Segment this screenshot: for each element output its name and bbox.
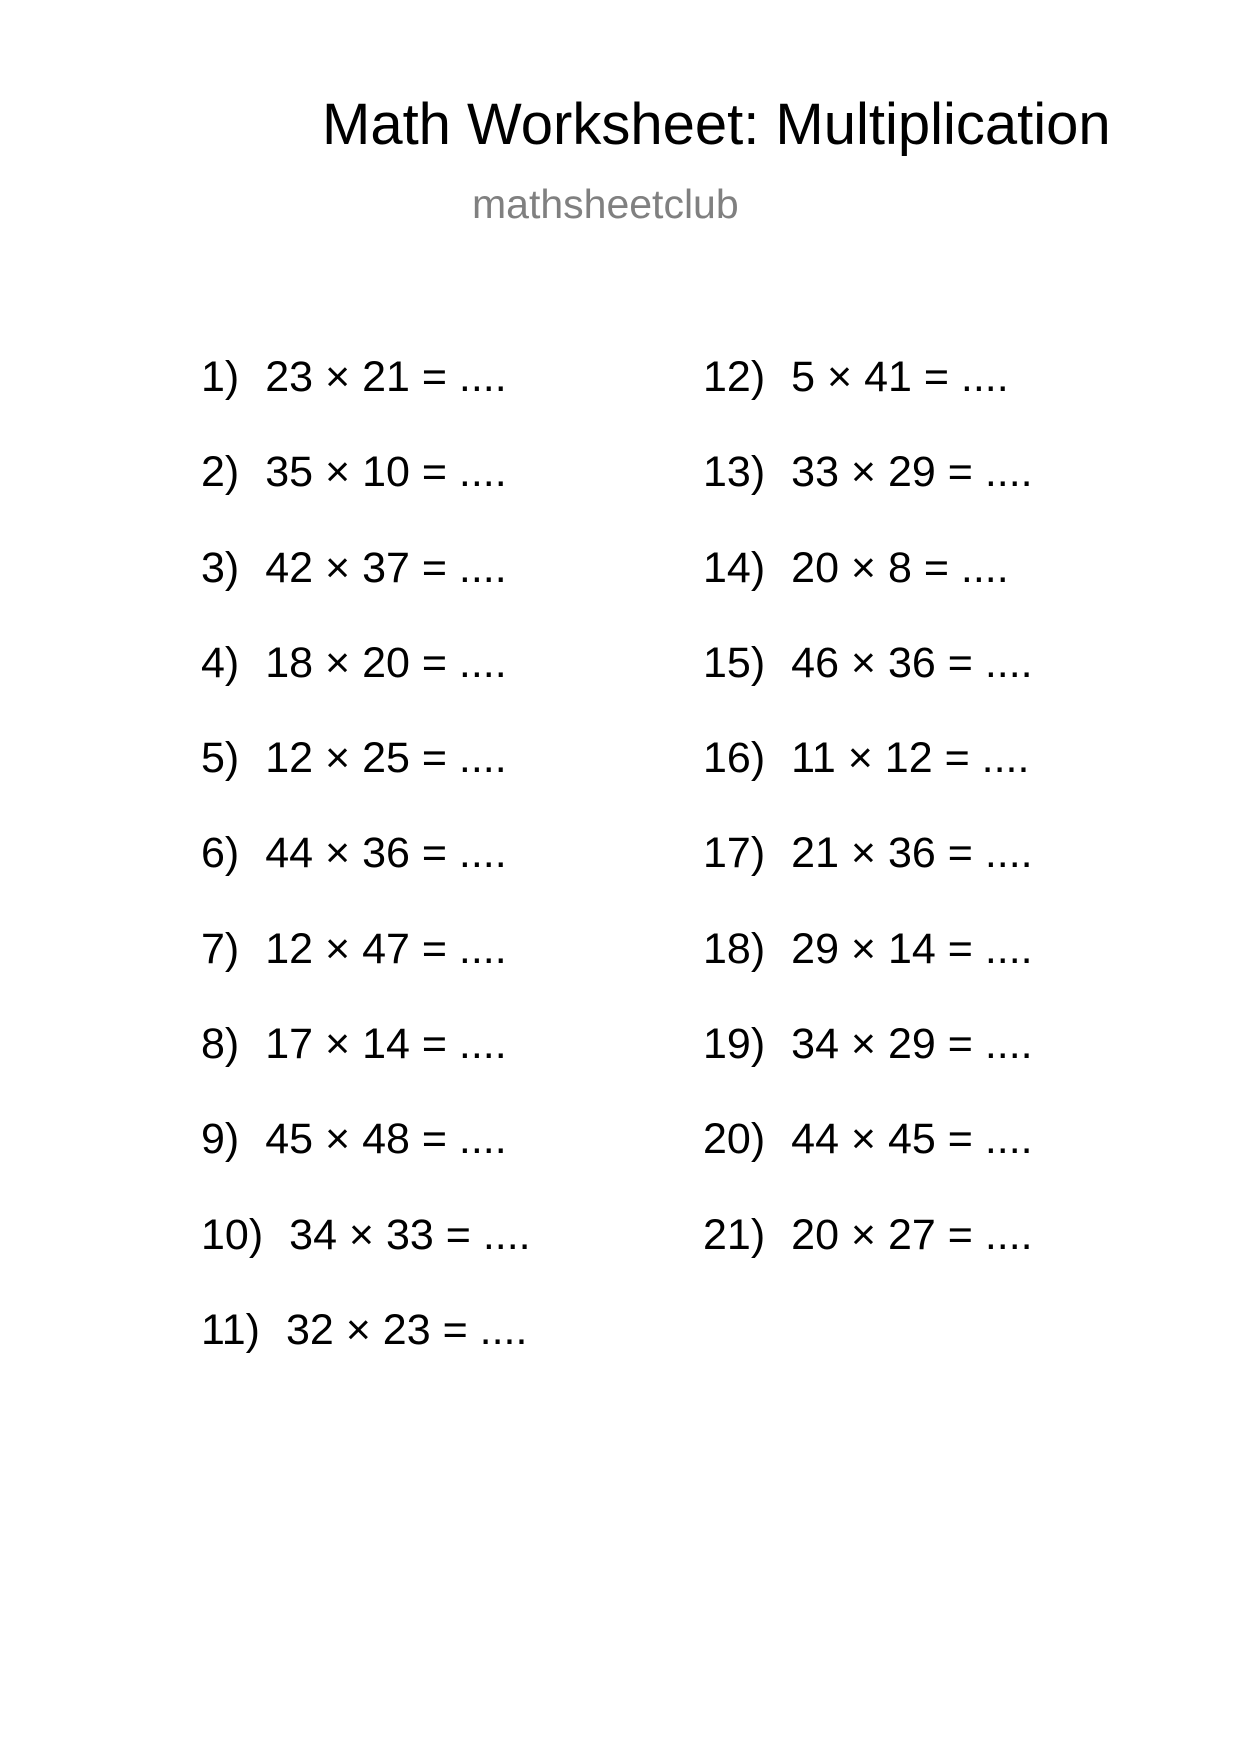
problem-expression: 21 × 36 = .... bbox=[791, 829, 1033, 878]
problem-item bbox=[201, 543, 531, 642]
problem-item bbox=[201, 1020, 531, 1118]
problem-item bbox=[201, 448, 531, 546]
problem-number: 11) bbox=[201, 1305, 260, 1354]
problem-item bbox=[201, 829, 531, 927]
problem-number: 1) bbox=[201, 353, 240, 401]
problem-number: 4) bbox=[201, 638, 240, 687]
problem-expression: 12 × 25 = .... bbox=[265, 734, 507, 783]
problem-item bbox=[201, 1210, 531, 1309]
problem-number: 3) bbox=[201, 543, 240, 592]
problem-expression: 5 × 41 = .... bbox=[791, 353, 1009, 401]
problem-item bbox=[201, 1115, 531, 1213]
problem-item bbox=[703, 353, 1033, 451]
problem-expression: 12 × 47 = .... bbox=[265, 924, 507, 973]
problem-number: 6) bbox=[201, 829, 240, 878]
problem-number: 17) bbox=[703, 829, 766, 878]
problem-expression: 33 × 29 = .... bbox=[791, 448, 1033, 497]
problem-item bbox=[703, 1210, 1033, 1309]
problem-expression: 42 × 37 = .... bbox=[265, 543, 507, 592]
problem-expression: 29 × 14 = .... bbox=[791, 924, 1033, 973]
problem-number: 15) bbox=[703, 638, 766, 687]
problem-expression: 34 × 29 = .... bbox=[791, 1020, 1033, 1069]
problem-item bbox=[703, 734, 1033, 832]
problem-expression: 23 × 21 = .... bbox=[265, 353, 507, 401]
problem-number: 20) bbox=[703, 1115, 766, 1164]
problem-expression: 34 × 33 = .... bbox=[289, 1210, 531, 1259]
problem-item bbox=[703, 543, 1033, 642]
problem-item bbox=[201, 924, 531, 1023]
problem-item bbox=[703, 1115, 1033, 1213]
problem-number: 2) bbox=[201, 448, 240, 497]
problem-item bbox=[703, 924, 1033, 1023]
page-subtitle: mathsheetclub bbox=[472, 181, 739, 227]
problem-list-left bbox=[201, 353, 531, 1404]
problem-item bbox=[201, 353, 531, 451]
problem-expression: 45 × 48 = .... bbox=[265, 1115, 507, 1164]
problem-expression: 35 × 10 = .... bbox=[265, 448, 507, 497]
problem-expression: 20 × 8 = .... bbox=[791, 543, 1009, 592]
problem-expression: 17 × 14 = .... bbox=[265, 1020, 507, 1069]
problem-number: 21) bbox=[703, 1210, 766, 1259]
problem-expression: 32 × 23 = .... bbox=[285, 1305, 528, 1354]
problem-expression: 46 × 36 = .... bbox=[791, 638, 1033, 687]
problem-number: 18) bbox=[703, 924, 766, 973]
page-title: Math Worksheet: Multiplication bbox=[322, 92, 1111, 157]
problem-number: 5) bbox=[201, 734, 240, 783]
problem-item bbox=[703, 829, 1033, 927]
problem-number: 19) bbox=[703, 1020, 766, 1069]
problem-number: 9) bbox=[201, 1115, 240, 1164]
problem-number: 16) bbox=[703, 734, 766, 783]
problem-item bbox=[703, 1020, 1033, 1118]
problem-expression: 20 × 27 = .... bbox=[791, 1210, 1033, 1259]
problem-expression: 11 × 12 = .... bbox=[791, 734, 1030, 783]
problem-number: 12) bbox=[703, 353, 766, 401]
problem-item bbox=[201, 1305, 531, 1404]
problem-expression: 44 × 36 = .... bbox=[265, 829, 507, 878]
problem-item bbox=[201, 734, 531, 832]
problem-number: 14) bbox=[703, 543, 766, 592]
problem-item bbox=[703, 448, 1033, 546]
problem-list-right bbox=[703, 353, 1033, 1309]
problem-item bbox=[703, 638, 1033, 737]
problem-number: 8) bbox=[201, 1020, 240, 1069]
problem-number: 7) bbox=[201, 924, 240, 973]
problem-number: 13) bbox=[703, 448, 766, 497]
problem-expression: 44 × 45 = .... bbox=[791, 1115, 1033, 1164]
problem-number: 10) bbox=[201, 1210, 264, 1259]
problem-expression: 18 × 20 = .... bbox=[265, 638, 507, 687]
problem-item bbox=[201, 638, 531, 737]
